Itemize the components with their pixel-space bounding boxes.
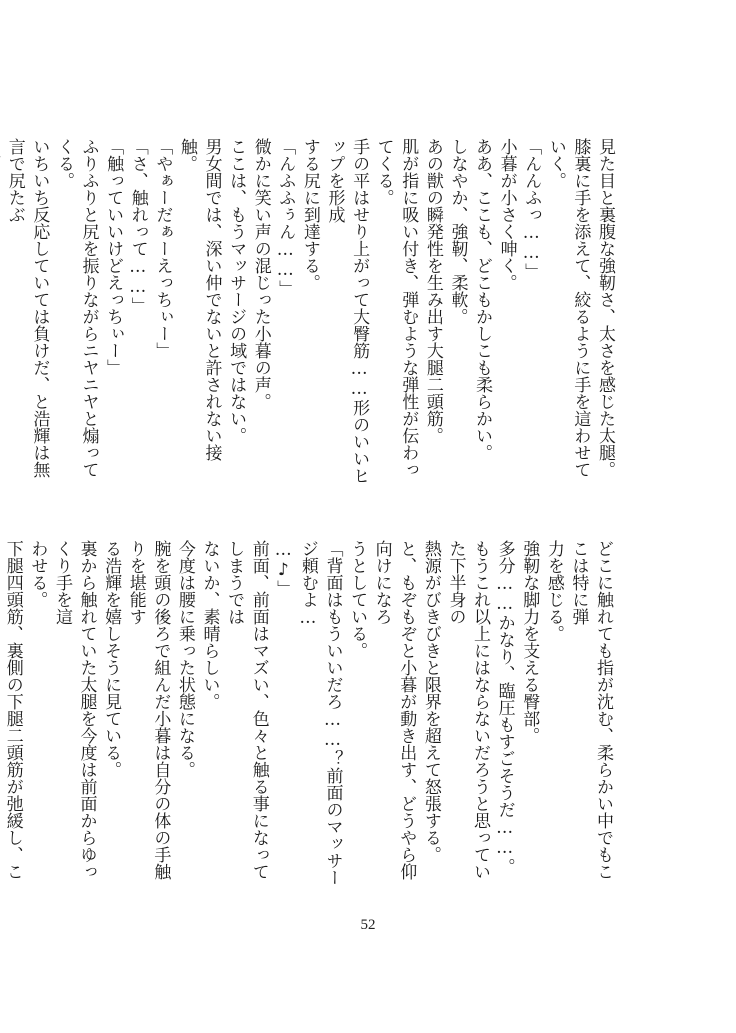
text-line: ふりふりと尻を振りながらニヤニヤと煽ってくる。 xyxy=(53,138,99,478)
text-line: 微かに笑い声の混じった小暮の声。 xyxy=(250,138,271,410)
text-line: 手の平はせり上がって大臀筋……形のいいヒップを形成 xyxy=(324,138,370,484)
text-line: 「触っていいけどえっちぃー」 xyxy=(103,138,124,376)
text-line: ああ、ここも、どこもかしこも柔らかい。 xyxy=(472,138,493,461)
text-line: もうこれ以上にはならないだろうと思っていた下半身の xyxy=(445,540,491,880)
text-line: 腕を頭の後ろで組んだ小暮は自分の体の手触りを堪能す xyxy=(125,540,171,880)
text-line: 「さ、触れって……」 xyxy=(127,138,148,314)
text-line: わせる。 xyxy=(27,540,48,608)
text-line: と、もぞもぞと小暮が動き出す、どうやら仰向けになろ xyxy=(371,540,417,880)
lower-text-block xyxy=(2,540,615,892)
upper-text-block xyxy=(4,138,617,490)
text-line: ないか、素晴らしい。 xyxy=(199,540,220,710)
text-line: 熱源がびきびきと限界を超えて怒張する。 xyxy=(420,540,441,863)
text-line: 「やぁーだぁーえっちぃー」 xyxy=(152,138,173,359)
text-line: 膝裏に手を添えて、絞るように手を這わせていく。 xyxy=(545,138,591,478)
text-line: 前面、前面はマズい、色々と触る事になってしまうでは xyxy=(224,540,269,880)
text-line: …♪」 xyxy=(273,540,294,597)
text-line: 肌が指に吸い付き、弾むような弾性が伝わってくる。 xyxy=(373,138,419,478)
text-line: 強靭な脚力を支える臀部。 xyxy=(519,540,540,744)
text-line: する尻に到達する。 xyxy=(299,138,320,291)
text-line: うとしている。 xyxy=(347,540,368,659)
text-line: 「んふふぅん……」 xyxy=(275,138,296,297)
page-number: 52 xyxy=(360,917,376,933)
text-line: 力を感じる。 xyxy=(543,540,564,642)
text-line: 小暮が小さく呻く。 xyxy=(496,138,517,291)
text-line: 見た目と裏腹な強靭さ、太さを感じた太腿。 xyxy=(595,138,615,478)
text-line: 多分……かなり、臨圧もすごそうだ……。 xyxy=(494,540,515,875)
text-line: 今度は腰に乗った状態になる。 xyxy=(174,540,195,778)
text-line: 下腿四頭筋、裏側の下腿二頭筋が弛緩し、こ xyxy=(2,540,23,880)
text-line: 「背面はもういいだろ……？前面のマッサージ頼むよ… xyxy=(297,540,343,886)
text-line: 裏から触れていた太腿を今度は前面からゆっくり手を這 xyxy=(51,540,97,880)
text-line: 「んんふっ……」 xyxy=(521,138,542,280)
text-line: ここは、もうマッサージの域ではない。 xyxy=(226,138,247,444)
text-line: あの獣の瞬発性を生み出す大腿二頭筋。 xyxy=(422,138,443,444)
text-line: しなやか、強靭、柔軟。 xyxy=(447,138,468,325)
text-line: どこに触れても指が沈む、柔らかい中でもここは特に弾 xyxy=(568,540,613,880)
text-line: る浩輝を嬉しそうに見ている。 xyxy=(101,540,122,778)
text-line xyxy=(0,138,2,490)
text-line: 男女間では、深い仲でないと許されない接触。 xyxy=(176,138,222,461)
text-line: いちいち反応していては負けだ、と浩輝は無言で尻たぶ xyxy=(4,138,50,478)
